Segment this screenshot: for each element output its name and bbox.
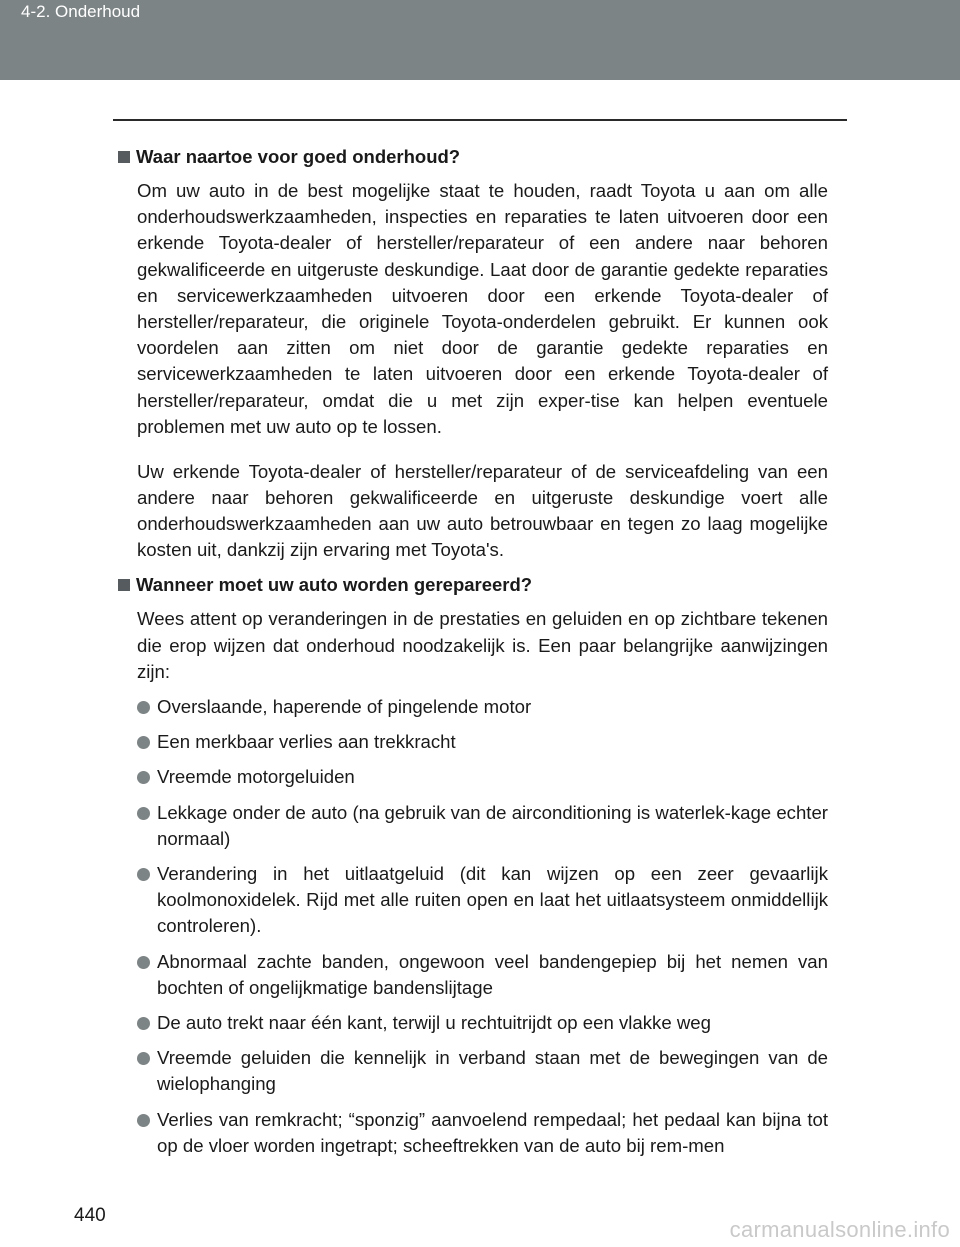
list-item-text: Overslaande, haperende of pingelende motor	[157, 696, 532, 718]
circle-bullet-icon	[137, 771, 150, 784]
warning-signs-list	[137, 694, 828, 1159]
paragraph: Uw erkende Toyota-dealer of hersteller/reparateur of de serviceafdeling van een andere naar behoren gekwalificeerde en uitgeruste deskundige voert alle onderhoudswerkzaamheden aan uw auto betrouwbaar en tegen zo laag mogelijke kosten uit, dankzij zijn ervaring met Toyota's.	[137, 460, 828, 561]
list-item	[137, 1107, 828, 1159]
paragraph: Wees attent op veranderingen in de prestaties en geluiden en op zichtbare tekenen die erop wijzen dat onderhoud noodzakelijk is. Een paar belangrijke aanwijzingen zijn:	[137, 608, 828, 682]
list-item-text: Een merkbaar verlies aan trekkracht	[157, 731, 456, 753]
list-item	[137, 1010, 828, 1036]
list-item	[137, 861, 828, 940]
square-bullet-icon	[118, 151, 130, 163]
paragraph: Om uw auto in de best mogelijke staat te houden, raadt Toyota u aan om alle onderhoudswerkzaamheden, inspecties en reparaties te laten uitvoeren door een erkende Toyota-dealer of hersteller/reparateur of een andere naar behoren gekwalificeerde en uitgeruste deskundige. Laat door de garantie gedekte reparaties en servicewerkzaamheden uitvoeren door een erkende Toyota-dealer of hersteller/reparateur, die originele Toyota-onderdelen gebruikt. Er kunnen ook voordelen aan zitten om niet door de garantie gedekte reparaties en servicewerkzaamheden te laten uitvoeren door een erkende Toyota-dealer of hersteller/reparateur, omdat die u met zijn exper-tise kan helpen eventuele problemen met uw auto op te lossen.	[137, 180, 828, 437]
list-item	[137, 800, 828, 852]
main-content	[118, 144, 828, 1168]
circle-bullet-icon	[137, 701, 150, 714]
top-divider	[113, 119, 847, 121]
section-heading-when-repair	[118, 572, 828, 598]
circle-bullet-icon	[137, 807, 150, 820]
list-item	[137, 729, 828, 755]
list-item-text: Lekkage onder de auto (na gebruik van de airconditioning is waterlek-kage echter normaal)	[157, 801, 828, 849]
page-number: 440	[74, 1205, 106, 1226]
circle-bullet-icon	[137, 956, 150, 969]
section-heading-maintenance-location	[118, 144, 828, 170]
circle-bullet-icon	[137, 1114, 150, 1127]
section-heading-text: Waar naartoe voor goed onderhoud?	[136, 146, 461, 167]
square-bullet-icon	[118, 579, 130, 591]
circle-bullet-icon	[137, 1017, 150, 1030]
list-item	[137, 694, 828, 720]
list-item-text: Abnormaal zachte banden, ongewoon veel bandengepiep bij het nemen van bochten of ongelijkmatige bandenslijtage	[157, 950, 828, 998]
watermark: carmanualsonline.info	[729, 1217, 950, 1242]
list-item-text: Verandering in het uitlaatgeluid (dit kan wijzen op een zeer gevaarlijk koolmonoxidelek. Rijd met alle ruiten open en laat het uitlaatsysteem onmiddellijk controleren).	[157, 863, 828, 937]
circle-bullet-icon	[137, 736, 150, 749]
list-item	[137, 1045, 828, 1097]
chapter-title: 4-2. Onderhoud	[21, 2, 141, 21]
header-band	[0, 0, 960, 80]
list-item	[137, 949, 828, 1001]
section-heading-text: Wanneer moet uw auto worden gerepareerd?	[136, 574, 533, 596]
list-item-text: Vreemde geluiden die kennelijk in verband staan met de bewegingen van de wielophanging	[157, 1047, 828, 1095]
list-item-text: Vreemde motorgeluiden	[157, 766, 355, 788]
circle-bullet-icon	[137, 868, 150, 881]
circle-bullet-icon	[137, 1052, 150, 1065]
list-item	[137, 764, 828, 790]
list-item-text: Verlies van remkracht; “sponzig” aanvoelend rempedaal; het pedaal kan bijna tot op de vloer worden ingetrapt; scheeftrekken van de auto bij rem-men	[157, 1108, 828, 1156]
list-item-text: De auto trekt naar één kant, terwijl u rechtuitrijdt op een vlakke weg	[157, 1012, 711, 1034]
